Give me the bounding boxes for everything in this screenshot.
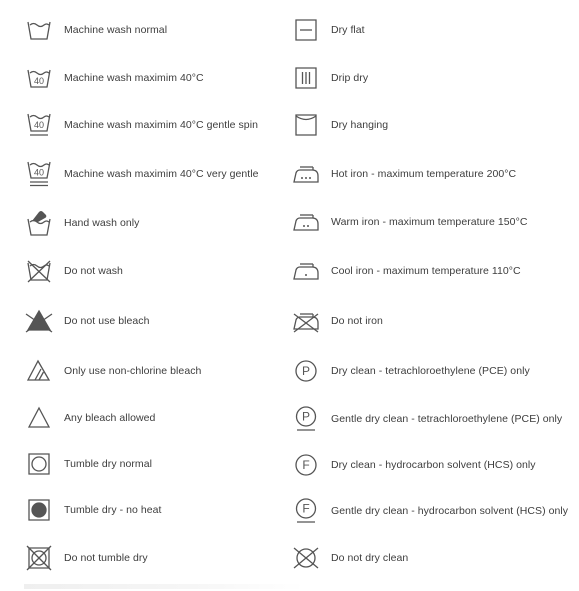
care-row-do-not-dry-clean — [291, 543, 408, 573]
do-not-iron-icon — [291, 306, 321, 336]
care-label: Hot iron - maximum temperature 200°C — [331, 168, 517, 180]
care-row-drip-dry — [291, 63, 368, 93]
washtub-40-icon — [24, 63, 54, 93]
care-label: Do not wash — [64, 265, 123, 277]
care-row-machine-wash-40-very-gentle — [24, 159, 259, 189]
care-row-do-not-iron — [291, 306, 383, 336]
care-label: Tumble dry - no heat — [64, 504, 162, 516]
cool-iron-icon — [291, 256, 321, 286]
care-label: Hand wash only — [64, 217, 140, 229]
care-row-dry-clean-f — [291, 450, 536, 480]
care-label: Do not iron — [331, 315, 383, 327]
drip-dry-icon — [291, 63, 321, 93]
care-row-non-chlorine-bleach — [24, 356, 201, 386]
care-row-hand-wash — [24, 208, 139, 238]
hand-wash-icon — [24, 208, 54, 238]
care-row-gentle-dry-clean-f — [291, 496, 568, 526]
care-row-warm-iron — [291, 207, 527, 237]
care-row-do-not-tumble-dry — [24, 543, 148, 573]
care-row-gentle-dry-clean-p — [291, 404, 562, 434]
care-row-machine-wash-normal — [24, 15, 167, 45]
warm-iron-icon — [291, 207, 321, 237]
care-label: Gentle dry clean - hydrocarbon solvent (HCS) only — [331, 505, 569, 517]
do-not-bleach-icon — [24, 306, 54, 336]
care-label: Cool iron - maximum temperature 110°C — [331, 265, 521, 277]
care-label: Only use non-chlorine bleach — [64, 365, 202, 377]
care-label: Machine wash normal — [64, 24, 168, 36]
do-not-tumble-dry-icon — [24, 543, 54, 573]
tub-temperature-text: 40 — [33, 120, 45, 130]
washtub-40-very-gentle-icon — [24, 159, 54, 189]
dry-hanging-icon — [291, 110, 321, 140]
non-chlorine-bleach-icon — [24, 356, 54, 386]
care-label: Gentle dry clean - tetrachloroethylene (PCE) only — [331, 413, 563, 425]
care-label: Dry hanging — [331, 119, 389, 131]
care-label: Any bleach allowed — [64, 412, 156, 424]
care-row-hot-iron — [291, 159, 516, 189]
dry-clean-f-icon — [291, 450, 321, 480]
do-not-dry-clean-icon — [291, 543, 321, 573]
tub-temperature-text: 40 — [33, 167, 45, 178]
cropped-footer-text — [24, 584, 304, 589]
hot-iron-icon — [291, 159, 321, 189]
care-label: Tumble dry normal — [64, 458, 152, 470]
gentle-dry-clean-f-icon — [291, 496, 321, 526]
care-label: Dry flat — [331, 24, 365, 36]
dry-flat-icon — [291, 15, 321, 45]
do-not-wash-icon — [24, 256, 54, 286]
solvent-letter: P — [301, 409, 311, 424]
care-label: Machine wash maximim 40°C gentle spin — [64, 119, 258, 131]
washtub-40-gentle-icon — [24, 110, 54, 140]
gentle-dry-clean-p-icon — [291, 404, 321, 434]
care-row-tumble-dry-no-heat — [24, 495, 162, 525]
care-label: Do not use bleach — [64, 315, 150, 327]
care-label: Warm iron - maximum temperature 150°C — [331, 216, 528, 228]
tumble-dry-normal-icon — [24, 449, 54, 479]
tub-temperature-text: 40 — [33, 76, 45, 86]
care-row-dry-clean-p — [291, 356, 530, 386]
care-row-bleach-allowed — [24, 403, 155, 433]
care-row-do-not-wash — [24, 256, 123, 286]
tumble-dry-no-heat-icon — [24, 495, 54, 525]
solvent-letter: P — [301, 364, 311, 378]
care-label: Machine wash maximim 40°C — [64, 72, 204, 84]
care-label: Do not dry clean — [331, 552, 409, 564]
solvent-letter: F — [302, 501, 310, 516]
care-row-machine-wash-40 — [24, 63, 204, 93]
care-label: Dry clean - hydrocarbon solvent (HCS) only — [331, 459, 536, 471]
care-row-dry-flat — [291, 15, 365, 45]
solvent-letter: F — [302, 458, 310, 472]
care-row-cool-iron — [291, 256, 521, 286]
care-label: Machine wash maximim 40°C very gentle — [64, 168, 259, 180]
care-label: Do not tumble dry — [64, 552, 148, 564]
dry-clean-p-icon — [291, 356, 321, 386]
care-row-do-not-bleach — [24, 306, 150, 336]
care-label: Dry clean - tetrachloroethylene (PCE) only — [331, 365, 530, 377]
care-row-tumble-dry-normal — [24, 449, 152, 479]
washtub-icon — [24, 15, 54, 45]
bleach-allowed-icon — [24, 403, 54, 433]
care-label: Drip dry — [331, 72, 369, 84]
care-row-dry-hanging — [291, 110, 388, 140]
care-row-machine-wash-40-gentle — [24, 110, 258, 140]
